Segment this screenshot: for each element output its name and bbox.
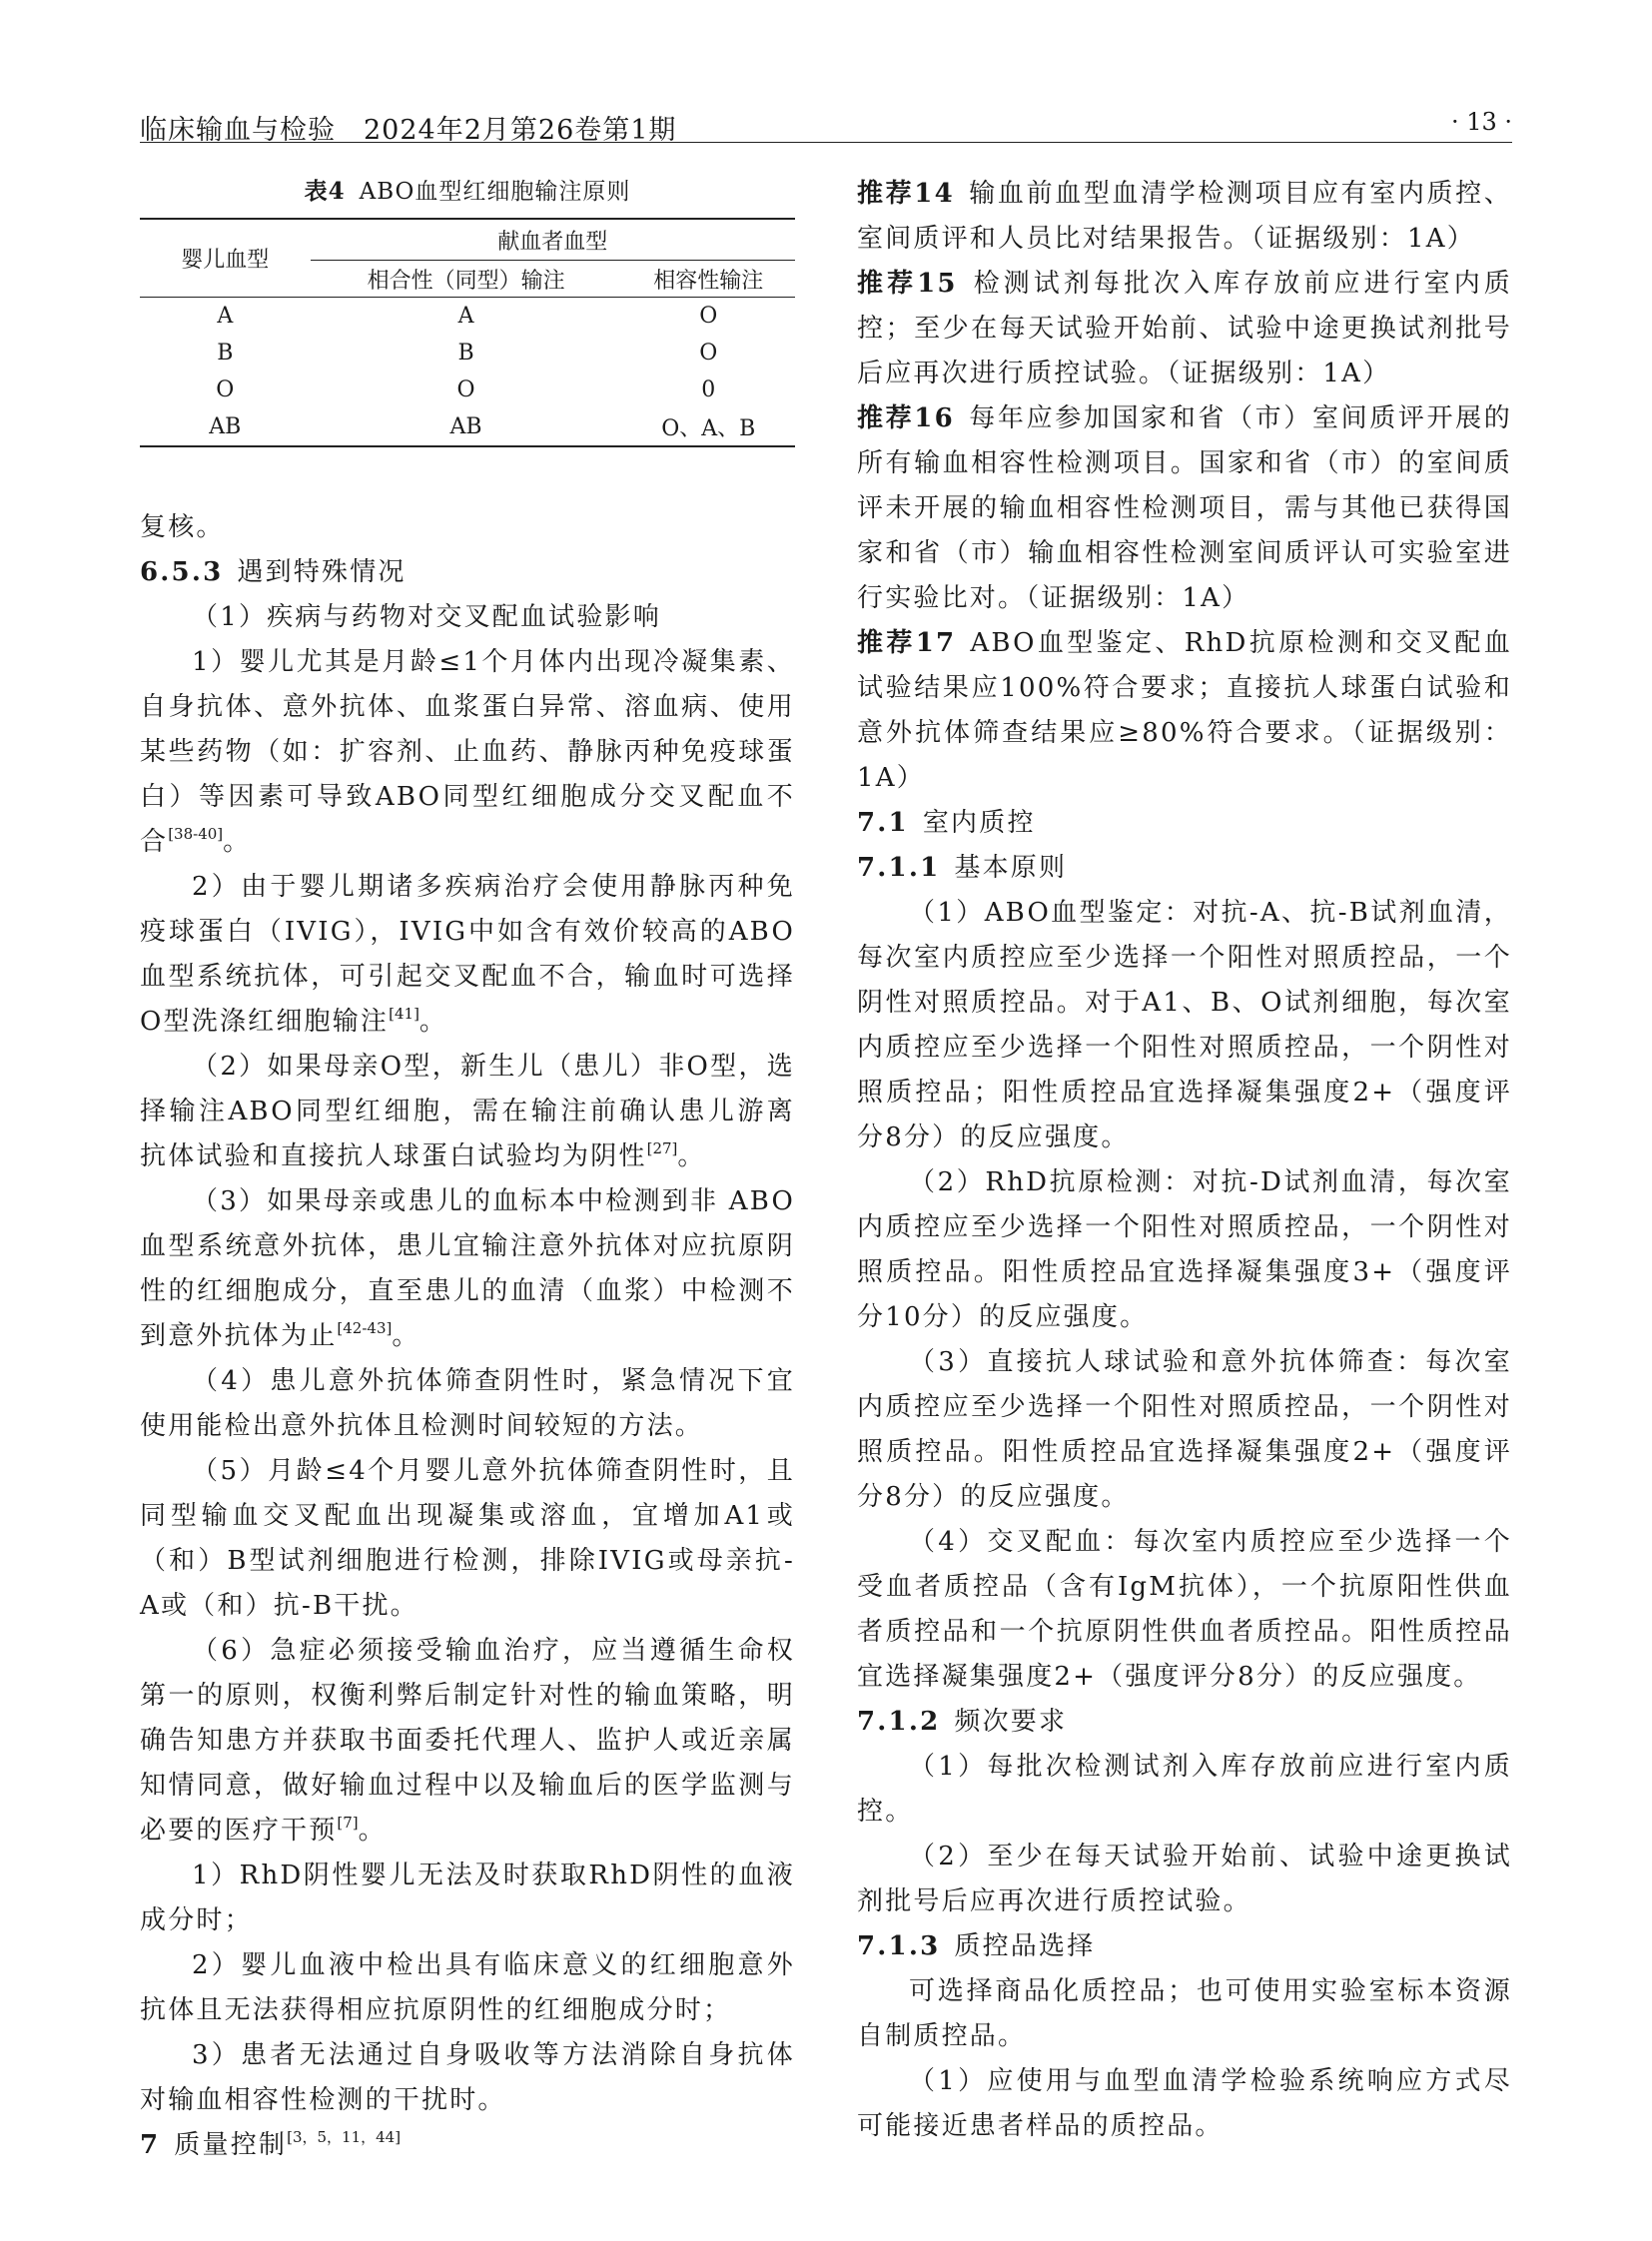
journal-title: 临床输血与检验 2024年2月第26卷第1期 (140, 115, 677, 146)
table-row (140, 335, 795, 372)
page-number: · 13 · (1450, 108, 1512, 136)
citation: [27] (646, 1139, 678, 1157)
recommendation-16 (857, 396, 1512, 621)
recommendation-label: 推荐15 (857, 269, 958, 299)
recommendation-label: 推荐17 (857, 628, 957, 658)
paragraph: （1）每批次检测试剂入库存放前应进行室内质控。 (857, 1752, 1512, 1827)
paragraph: 2）由于婴儿期诸多疾病治疗会使用静脉丙种免疫球蛋白（IVIG），IVIG中如含有效价较高的ABO血型系统抗体，可引起交叉配血不合，输血时可选择O型洗涤红细胞输注[41]。 (140, 872, 795, 1037)
section-number: 7.1.2 (857, 1707, 941, 1737)
table-cell: AB (209, 414, 242, 439)
citation: [38-40] (168, 825, 224, 843)
paragraph: （6）急症必须接受输血治疗，应当遵循生命权第一的原则，权衡利弊后制定针对性的输血策略，明确告知患方并获取书面委托代理人、监护人或近亲属知情同意，做好输血过程中以及输血后的医学监测与必要的医疗干预[7]。 (140, 1636, 795, 1846)
paragraph: （4）患儿意外抗体筛查阴性时，紧急情况下宜使用能检出意外抗体且检测时间较短的方法。 (140, 1366, 795, 1441)
table-row (140, 298, 795, 336)
right-column (857, 172, 1512, 2149)
table-cell: AB (449, 414, 482, 439)
table-title: ABO血型红细胞输注原则 (359, 179, 631, 205)
paragraph: （1）疾病与药物对交叉配血试验影响 (192, 602, 661, 632)
section-title: 遇到特殊情况 (237, 557, 407, 587)
recommendation-15 (857, 262, 1512, 396)
section-number: 6.5.3 (140, 557, 224, 587)
section-title: 频次要求 (954, 1707, 1068, 1737)
table-number: 表4 (304, 178, 346, 205)
recommendation-14 (857, 172, 1512, 262)
section-number: 7.1 (857, 808, 909, 838)
paragraph: （5）月龄≤4个月婴儿意外抗体筛查阴性时，且同型输血交叉配血出现凝集或溶血，宜增加A1或（和）B型试剂细胞进行检测，排除IVIG或母亲抗-A或（和）抗-B干扰。 (140, 1456, 795, 1621)
section-title: 基本原则 (954, 853, 1068, 883)
paragraph-text: 1）婴儿尤其是月龄≤1个月体内出现冷凝集素、自身抗体、意外抗体、血浆蛋白异常、溶血病、使用某些药物（如：扩容剂、止血药、静脉丙种免疫球蛋白）等因素可导致ABO同型红细胞成分交叉配血不合 (140, 647, 795, 857)
paragraph: （2）RhD抗原检测：对抗-D试剂血清，每次室内质控应至少选择一个阳性对照质控品，一个阴性对照质控品。阳性质控品宜选择凝集强度3+（强度评分10分）的反应强度。 (857, 1167, 1512, 1332)
table-cell: 0 (701, 377, 716, 402)
recommendation-text: ABO血型鉴定、RhD抗原检测和交叉配血试验结果应100%符合要求；直接抗人球蛋白试验和意外抗体筛查结果应≥80%符合要求。（证据级别：1A） (857, 628, 1512, 793)
paragraph-text: 2）由于婴儿期诸多疾病治疗会使用静脉丙种免疫球蛋白（IVIG），IVIG中如含有效价较高的ABO血型系统抗体，可引起交叉配血不合，输血时可选择O型洗涤红细胞输注 (140, 872, 795, 1037)
col-compatible: 相容性输注 (653, 268, 764, 294)
citation: [41] (389, 1005, 419, 1023)
recommendation-text: 输血前血型血清学检测项目应有室内质控、室间质评和人员比对结果报告。（证据级别：1A） (857, 179, 1512, 254)
recommendation-label: 推荐14 (857, 179, 955, 209)
table-cell: A (457, 304, 474, 329)
col-donor-blood-type: 献血者血型 (311, 219, 795, 261)
table-cell: O (456, 377, 475, 402)
paragraph: （2）至少在每天试验开始前、试验中途更换试剂批号后应再次进行质控试验。 (857, 1842, 1512, 1916)
section-number: 7.1.1 (857, 853, 941, 883)
table-cell: O (699, 304, 718, 329)
citation: [7] (337, 1814, 359, 1832)
col-same-type: 相合性（同型）输注 (367, 268, 565, 294)
table-caption (140, 172, 795, 212)
section-heading-7-1-3 (857, 1924, 1512, 1969)
recommendation-text: 每年应参加国家和省（市）室间质评开展的所有输血相容性检测项目。国家和省（市）的室间质评未开展的输血相容性检测项目，需与其他已获得国家和省（市）输血相容性检测室间质评认可实验室进行实验比对。（证据级别：1A） (857, 403, 1512, 613)
paragraph: （2）如果母亲O型，新生儿（患儿）非O型，选择输注ABO同型红细胞，需在输注前确认患儿游离抗体试验和直接抗人球蛋白试验均为阴性[27]。 (140, 1052, 795, 1171)
table-cell: O (216, 377, 235, 402)
section-number: 7 (140, 2130, 161, 2160)
paragraph: 可选择商品化质控品；也可使用实验室标本资源自制质控品。 (857, 1976, 1512, 2051)
recommendation-text: 检测试剂每批次入库存放前应进行室内质控；至少在每天试验开始前、试验中途更换试剂批号后应再次进行质控试验。（证据级别：1A） (857, 269, 1513, 388)
table-cell: O、A、B (661, 416, 756, 441)
recommendation-label: 推荐16 (857, 403, 955, 433)
paragraph: （3）直接抗人球试验和意外抗体筛查：每次室内质控应至少选择一个阳性对照质控品，一个阴性对照质控品。阳性质控品宜选择凝集强度2+（强度评分8分）的反应强度。 (857, 1347, 1512, 1512)
section-heading-7 (140, 2123, 795, 2168)
section-title: 室内质控 (922, 808, 1036, 838)
paragraph: 2）婴儿血液中检出具有临床意义的红细胞意外抗体且无法获得相应抗原阴性的红细胞成分时； (140, 1950, 795, 2025)
citation: [3，5，11，44] (287, 2128, 402, 2146)
section-heading-6-5-3 (140, 550, 795, 595)
section-heading-7-1-2 (857, 1700, 1512, 1745)
paragraph: （3）如果母亲或患儿的血标本中检测到非 ABO血型系统意外抗体，患儿宜输注意外抗体对应抗原阴性的红细胞成分，直至患儿的血清（血浆）中检测不到意外抗体为止[42-43]。 (140, 1186, 795, 1351)
paragraph-text: （3）如果母亲或患儿的血标本中检测到非 ABO血型系统意外抗体，患儿宜输注意外抗体对应抗原阴性的红细胞成分，直至患儿的血清（血浆）中检测不到意外抗体为止 (140, 1186, 795, 1351)
citation: [42-43] (337, 1319, 393, 1337)
header-rule (140, 142, 1512, 143)
col-infant-blood-type: 婴儿血型 (181, 248, 270, 273)
paragraph: （4）交叉配血：每次室内质控应至少选择一个受血者质控品（含有IgM抗体），一个抗原阳性供血者质控品和一个抗原阴性供血者质控品。阳性质控品宜选择凝集强度2+（强度评分8分）的反应强度。 (857, 1527, 1512, 1692)
paragraph: 1）婴儿尤其是月龄≤1个月体内出现冷凝集素、自身抗体、意外抗体、血浆蛋白异常、溶血病、使用某些药物（如：扩容剂、止血药、静脉丙种免疫球蛋白）等因素可导致ABO同型红细胞成分交叉配血不合[38-40]。 (140, 647, 795, 857)
table-row (140, 372, 795, 408)
paragraph-text: （6）急症必须接受输血治疗，应当遵循生命权第一的原则，权衡利弊后制定针对性的输血策略，明确告知患方并获取书面委托代理人、监护人或近亲属知情同意，做好输血过程中以及输血后的医学监测与必要的医疗干预 (140, 1636, 795, 1846)
abo-transfusion-table (140, 218, 795, 447)
paragraph: 复核。 (140, 512, 225, 542)
table-cell: O (699, 341, 718, 366)
paragraph: 1）RhD阴性婴儿无法及时获取RhD阴性的血液成分时； (140, 1861, 795, 1935)
paragraph: 3）患者无法通过自身吸收等方法消除自身抗体对输血相容性检测的干扰时。 (140, 2040, 795, 2115)
table-cell: A (217, 304, 234, 329)
section-number: 7.1.3 (857, 1931, 941, 1961)
left-column (140, 172, 795, 2168)
table-cell: B (217, 341, 234, 366)
section-heading-7-1 (857, 801, 1512, 846)
section-title: 质量控制 (174, 2130, 288, 2160)
paragraph: （1）ABO血型鉴定：对抗-A、抗-B试剂血清，每次室内质控应至少选择一个阳性对照质控品，一个阴性对照质控品。对于A1、B、O试剂细胞，每次室内质控应至少选择一个阳性对照质控品，一个阴性对照质控品；阳性质控品宜选择凝集强度2+（强度评分8分）的反应强度。 (857, 898, 1512, 1152)
section-title: 质控品选择 (954, 1931, 1096, 1961)
section-heading-7-1-1 (857, 846, 1512, 891)
table-row (140, 408, 795, 446)
running-header (140, 108, 1512, 144)
table-cell: B (457, 341, 474, 366)
recommendation-17 (857, 621, 1512, 801)
paragraph: （1）应使用与血型血清学检验系统响应方式尽可能接近患者样品的质控品。 (857, 2066, 1512, 2141)
paragraph-text: （2）如果母亲O型，新生儿（患儿）非O型，选择输注ABO同型红细胞，需在输注前确认患儿游离抗体试验和直接抗人球蛋白试验均为阴性 (140, 1052, 795, 1171)
